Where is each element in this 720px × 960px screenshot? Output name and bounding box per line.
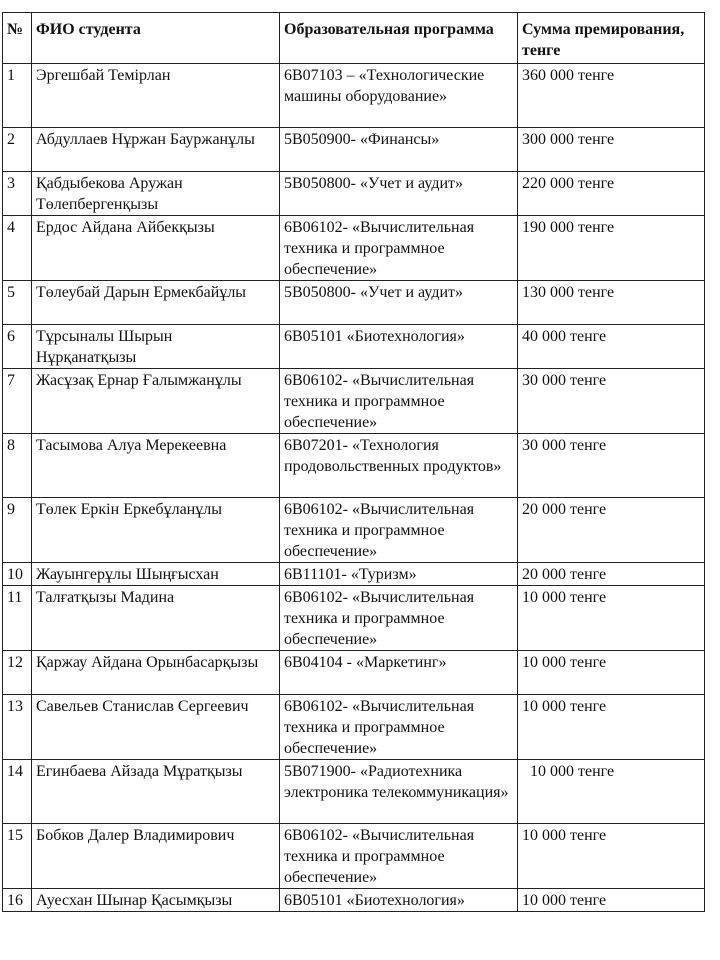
table-body <box>3 64 705 912</box>
header-num: № <box>3 13 32 64</box>
row-name: Савельев Станислав Сергеевич <box>32 695 280 760</box>
row-name: Ауесхан Шынар Қасымқызы <box>32 889 280 912</box>
table-row <box>3 128 705 172</box>
table-row <box>3 760 705 824</box>
row-name: Қабдыбекова Аружан Төлепбергенқызы <box>32 172 280 216</box>
row-name: Бобков Далер Владимирович <box>32 824 280 889</box>
header-row <box>3 13 705 64</box>
row-num: 9 <box>3 498 32 563</box>
row-num: 5 <box>3 281 32 325</box>
row-amount: 10 000 тенге <box>518 824 705 889</box>
row-program: 6В07103 – «Технологические машины оборудование» <box>280 64 518 128</box>
row-amount: 20 000 тенге <box>518 563 705 586</box>
row-num: 14 <box>3 760 32 824</box>
row-num: 4 <box>3 216 32 281</box>
row-name: Қаржау Айдана Орынбасарқызы <box>32 651 280 695</box>
row-program: 5В050800- «Учет и аудит» <box>280 172 518 216</box>
row-num: 6 <box>3 325 32 369</box>
row-name: Егинбаева Айзада Мұратқызы <box>32 760 280 824</box>
row-num: 12 <box>3 651 32 695</box>
row-num: 16 <box>3 889 32 912</box>
header-program: Образовательная программа <box>280 13 518 64</box>
row-name: Төлек Еркін Еркебұланұлы <box>32 498 280 563</box>
row-amount: 130 000 тенге <box>518 281 705 325</box>
row-program: 6В11101- «Туризм» <box>280 563 518 586</box>
table-row <box>3 498 705 563</box>
table-row <box>3 64 705 128</box>
row-name: Жасұзақ Ернар Ғалымжанұлы <box>32 369 280 434</box>
row-program: 5В050800- «Учет и аудит» <box>280 281 518 325</box>
row-name: Талғатқызы Мадина <box>32 586 280 651</box>
row-amount: 10 000 тенге <box>518 695 705 760</box>
row-program: 6В05101 «Биотехнология» <box>280 325 518 369</box>
row-amount: 300 000 тенге <box>518 128 705 172</box>
row-program: 6В06102- «Вычислительная техника и программное обеспечение» <box>280 498 518 563</box>
row-num: 1 <box>3 64 32 128</box>
row-num: 15 <box>3 824 32 889</box>
table-row <box>3 369 705 434</box>
row-program: 6В04104 - «Маркетинг» <box>280 651 518 695</box>
row-name: Тұрсыналы Шырын Нұрқанатқызы <box>32 325 280 369</box>
row-name: Тасымова Алуа Мерекеевна <box>32 434 280 498</box>
row-name: Эргешбай Темірлан <box>32 64 280 128</box>
table-row <box>3 824 705 889</box>
table-row <box>3 695 705 760</box>
row-program: 6В06102- «Вычислительная техника и программное обеспечение» <box>280 824 518 889</box>
row-num: 3 <box>3 172 32 216</box>
table-row <box>3 889 705 912</box>
header-name: ФИО студента <box>32 13 280 64</box>
row-amount: 40 000 тенге <box>518 325 705 369</box>
table-row <box>3 281 705 325</box>
row-name: Ердос Айдана Айбекқызы <box>32 216 280 281</box>
row-amount: 10 000 тенге <box>518 760 705 824</box>
table-row <box>3 325 705 369</box>
table-header <box>3 13 705 64</box>
row-num: 8 <box>3 434 32 498</box>
row-name: Жауынгерұлы Шыңғысхан <box>32 563 280 586</box>
row-program: 6В06102- «Вычислительная техника и программное обеспечение» <box>280 695 518 760</box>
row-amount: 10 000 тенге <box>518 651 705 695</box>
row-program: 5В050900- «Финансы» <box>280 128 518 172</box>
row-program: 6В06102- «Вычислительная техника и программное обеспечение» <box>280 216 518 281</box>
row-program: 6В07201- «Технология продовольственных продуктов» <box>280 434 518 498</box>
table-row <box>3 586 705 651</box>
row-name: Төлеубай Дарын Ермекбайұлы <box>32 281 280 325</box>
row-amount: 220 000 тенге <box>518 172 705 216</box>
row-amount: 20 000 тенге <box>518 498 705 563</box>
row-num: 10 <box>3 563 32 586</box>
row-program: 5В071900- «Радиотехника электроника телекоммуникация» <box>280 760 518 824</box>
row-amount: 360 000 тенге <box>518 64 705 128</box>
row-program: 6В06102- «Вычислительная техника и программное обеспечение» <box>280 586 518 651</box>
row-amount: 10 000 тенге <box>518 889 705 912</box>
table-row <box>3 216 705 281</box>
row-num: 13 <box>3 695 32 760</box>
row-num: 7 <box>3 369 32 434</box>
table-row <box>3 563 705 586</box>
table-row <box>3 434 705 498</box>
row-amount: 10 000 тенге <box>518 586 705 651</box>
row-name: Абдуллаев Нұржан Бауржанұлы <box>32 128 280 172</box>
row-amount: 190 000 тенге <box>518 216 705 281</box>
row-num: 2 <box>3 128 32 172</box>
awards-table <box>2 12 705 912</box>
table-row <box>3 651 705 695</box>
row-num: 11 <box>3 586 32 651</box>
row-amount: 30 000 тенге <box>518 434 705 498</box>
table-row <box>3 172 705 216</box>
row-amount: 30 000 тенге <box>518 369 705 434</box>
row-program: 6В05101 «Биотехнология» <box>280 889 518 912</box>
row-program: 6В06102- «Вычислительная техника и программное обеспечение» <box>280 369 518 434</box>
header-amount: Сумма премирования, тенге <box>518 13 705 64</box>
